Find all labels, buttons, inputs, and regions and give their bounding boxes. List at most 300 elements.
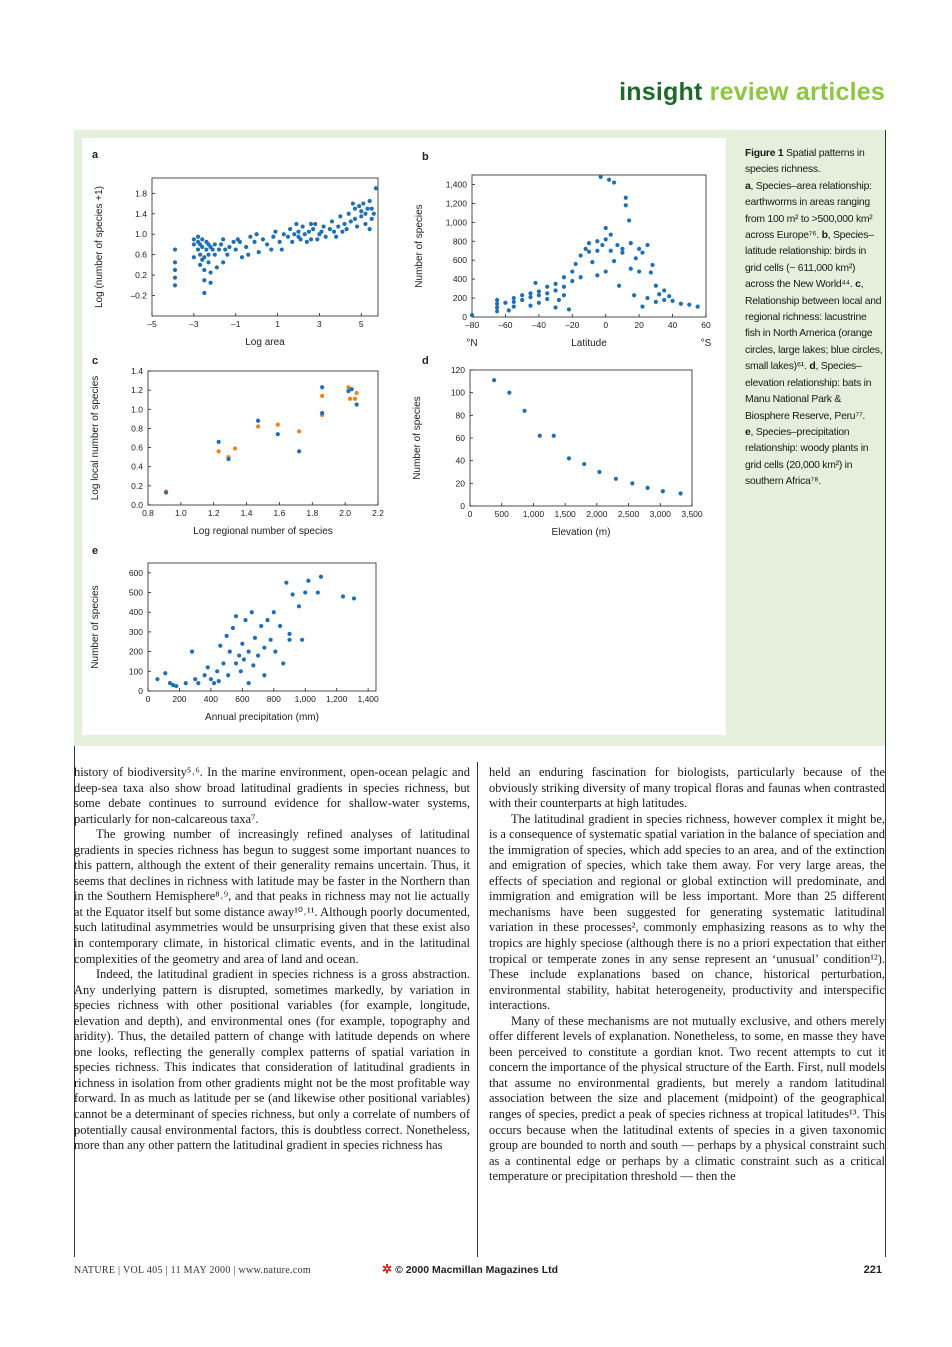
data-point xyxy=(374,186,378,190)
plot-frame xyxy=(148,371,378,505)
data-point xyxy=(574,262,578,266)
data-point xyxy=(562,293,566,297)
data-point xyxy=(370,217,374,221)
data-point xyxy=(340,230,344,234)
x-tick-label: 1.8 xyxy=(306,508,319,518)
panel-letter: d xyxy=(422,355,429,367)
data-point xyxy=(173,268,177,272)
data-point xyxy=(276,423,280,427)
y-tick-label: 0.0 xyxy=(131,500,143,510)
data-point xyxy=(281,661,285,665)
data-point xyxy=(290,240,294,244)
data-point xyxy=(320,411,324,415)
data-point xyxy=(553,305,557,309)
data-point xyxy=(282,232,286,236)
data-point xyxy=(190,650,194,654)
data-point xyxy=(537,293,541,297)
data-point xyxy=(313,222,317,226)
plot-frame xyxy=(470,370,692,506)
data-point xyxy=(579,253,583,257)
data-point xyxy=(604,269,608,273)
y-tick-label: –0.2 xyxy=(130,290,147,301)
data-point xyxy=(634,256,638,260)
data-point xyxy=(624,203,628,207)
x-tick-label: 0 xyxy=(603,320,609,330)
data-point xyxy=(355,224,359,228)
data-point xyxy=(232,240,236,244)
page-number: 221 xyxy=(863,1264,882,1276)
data-point xyxy=(336,224,340,228)
data-point xyxy=(211,247,215,251)
data-point xyxy=(654,284,658,288)
data-point xyxy=(280,247,284,251)
data-point xyxy=(284,581,288,585)
data-point xyxy=(208,270,212,274)
data-point xyxy=(163,671,167,675)
data-point xyxy=(587,241,591,245)
data-point xyxy=(233,446,237,450)
data-point xyxy=(174,684,178,688)
data-point xyxy=(244,245,248,249)
data-point xyxy=(567,456,571,460)
x-tick-label: 3,500 xyxy=(681,509,703,519)
data-point xyxy=(617,284,621,288)
data-point xyxy=(599,175,603,179)
panel-letter: a xyxy=(92,149,99,161)
data-point xyxy=(204,247,208,251)
data-point xyxy=(624,196,628,200)
data-point xyxy=(217,247,221,251)
data-point xyxy=(225,253,229,257)
data-point xyxy=(667,294,671,298)
y-tick-label: 0.6 xyxy=(135,249,147,260)
data-point xyxy=(342,222,346,226)
data-point xyxy=(363,222,367,226)
data-point xyxy=(679,302,683,306)
y-tick-label: 0.2 xyxy=(135,270,147,281)
x-tick-label: –5 xyxy=(147,319,157,329)
data-point xyxy=(294,222,298,226)
data-point xyxy=(240,255,244,259)
data-point xyxy=(320,385,324,389)
x-tick-label: 200 xyxy=(172,694,187,704)
data-point xyxy=(334,235,338,239)
caption-a-label: a xyxy=(745,180,751,192)
x-tick-label: 1,200 xyxy=(326,694,348,704)
x-axis-label: Elevation (m) xyxy=(551,527,611,538)
y-axis-label: Log local number of species xyxy=(90,375,101,501)
data-point xyxy=(212,681,216,685)
y-tick-label: 1,200 xyxy=(445,198,467,209)
data-point xyxy=(355,391,359,395)
y-tick-label: 800 xyxy=(452,236,467,247)
x-tick-label: 5 xyxy=(358,319,364,329)
data-point xyxy=(173,283,177,287)
data-point xyxy=(645,243,649,247)
y-tick-label: 200 xyxy=(452,293,467,304)
data-point xyxy=(590,260,594,264)
data-point xyxy=(242,657,246,661)
x-tick-label: –3 xyxy=(189,319,199,329)
x-tick-label: 2.0 xyxy=(339,508,352,518)
data-point xyxy=(570,279,574,283)
data-point xyxy=(273,230,277,234)
data-point xyxy=(537,301,541,305)
caption-e: , Species–precipitation relationship: woody plants in grid cells (20,000 km²) in southern Africa⁷⁸. xyxy=(745,426,869,488)
data-point xyxy=(221,237,225,241)
data-point xyxy=(240,642,244,646)
data-point xyxy=(320,394,324,398)
panel-letter: e xyxy=(92,545,99,557)
y-tick-label: 40 xyxy=(455,455,465,466)
data-point xyxy=(206,253,210,257)
data-point xyxy=(604,226,608,230)
data-point xyxy=(614,477,618,481)
data-point xyxy=(243,618,247,622)
data-point xyxy=(629,241,633,245)
data-point xyxy=(662,288,666,292)
data-point xyxy=(272,610,276,614)
data-point xyxy=(597,470,601,474)
data-point xyxy=(520,298,524,302)
caption-intro: Spatial patterns in species richness. xyxy=(745,148,865,176)
data-point xyxy=(278,624,282,628)
y-tick-label: 1.0 xyxy=(131,404,143,415)
data-point xyxy=(286,235,290,239)
x-tick-label: –1 xyxy=(230,319,241,329)
data-point xyxy=(357,204,361,208)
center-column-rule xyxy=(477,762,478,1257)
y-tick-label: 60 xyxy=(455,433,465,443)
x-tick-label: 2,500 xyxy=(617,509,640,519)
data-point xyxy=(615,243,619,247)
data-point xyxy=(250,610,254,614)
data-point xyxy=(632,293,636,297)
data-point xyxy=(247,681,251,685)
caption-b: , Species–latitude relationship: birds in grid cells (~ 611,000 km²) across the New World⁴⁴. xyxy=(745,230,874,291)
data-point xyxy=(225,634,229,638)
data-point xyxy=(297,604,301,608)
data-point xyxy=(247,650,251,654)
data-point xyxy=(228,650,232,654)
x-tick-label: 1,400 xyxy=(357,694,379,704)
data-point xyxy=(350,387,354,391)
data-point xyxy=(495,309,499,313)
paragraph: The growing number of increasingly refined analyses of latitudinal gradients in species richness has begun to suggest some important nuances to this pattern, although the extent of their generality remains uncertain. Thus, it seems that declines in richness with latitude may be faster in the Northern than in the Southern Hemisphere⁸˒⁹, and that peaks in richness may not lie actually at the Equator itself but some distance away¹⁰˒¹¹. Although poorly documented, such latitudinal asymmetries would be unsurprising given that these exist also in contemporary climate, in historical climatic events, and in the latitudinal complexities of the geometry and area of land and ocean. xyxy=(74,827,470,966)
data-point xyxy=(256,424,260,428)
y-tick-label: 100 xyxy=(450,387,465,398)
data-point xyxy=(630,481,634,485)
y-axis-label: Log (number of species +1) xyxy=(94,185,105,309)
data-point xyxy=(173,276,177,280)
data-point xyxy=(200,258,204,262)
data-point xyxy=(545,291,549,295)
paragraph: The latitudinal gradient in species richness, however complex it might be, is a consequence of systematic spatial variation in the balance of speciation and the immigration of species, which add species to an area, and of the extinction and emigration of species, which take them away. For very large areas, the effects of speciation and regional or global extinction will predominate, and immigration and emigration will be less important. More than 25 different mechanisms have been suggested for generating systematic latitudinal variation in these processes², commonly emphasizing reasons as to why the tropics are highly speciose (although there is no a priori expectation that either tropical or temperate zones in any sense represent an ‘unusual’ condition¹²). These include explanations based on chance, historical perturbation, environmental stability, habitat heterogeneity, productivity and interspecific interactions. xyxy=(489,811,885,1013)
data-point xyxy=(184,681,188,685)
data-point xyxy=(296,235,300,239)
data-point xyxy=(640,304,644,308)
data-point xyxy=(640,251,644,255)
data-point xyxy=(223,247,227,251)
data-point xyxy=(528,304,532,308)
caption-d: , Species–elevation relationship: bats in Manu National Park & Biosphere Reserve, Peru⁷⁷. xyxy=(745,361,872,422)
macmillan-logo-icon: ✲ xyxy=(382,1262,393,1276)
caption-c: , Relationship between local and regional richness: lacustrine fish in North America (orange circles, large lakes; blue circles, small lakes)⁶¹. xyxy=(745,279,883,373)
data-point xyxy=(654,300,658,304)
data-point xyxy=(609,233,613,237)
x-tick-label: 2.2 xyxy=(372,508,384,518)
data-point xyxy=(239,669,243,673)
data-point xyxy=(512,296,516,300)
data-point xyxy=(248,235,252,239)
data-point xyxy=(206,665,210,669)
data-point xyxy=(209,677,213,681)
caption-b-label: b xyxy=(821,230,828,242)
data-point xyxy=(338,214,342,218)
data-point xyxy=(265,618,269,622)
data-point xyxy=(584,247,588,251)
paragraph: history of biodiversity⁵˒⁶. In the marine environment, open-ocean pelagic and deep-sea taxa also show broad latitudinal gradients in species richness, but some debate continues to surround evidence for shallow-water systems, particularly for non-calcareous taxa⁷. xyxy=(74,765,470,826)
data-point xyxy=(309,222,313,226)
data-point xyxy=(200,245,204,249)
data-point xyxy=(217,440,221,444)
data-point xyxy=(650,263,654,267)
x-tick-label: 1 xyxy=(275,319,280,329)
data-point xyxy=(370,207,374,211)
data-point xyxy=(646,486,650,490)
data-point xyxy=(287,632,291,636)
data-point xyxy=(522,409,526,413)
panel-letter: c xyxy=(92,355,99,367)
data-point xyxy=(545,297,549,301)
data-point xyxy=(507,391,511,395)
x-tick-label: 1,500 xyxy=(554,509,576,519)
y-tick-label: 1.8 xyxy=(135,188,147,199)
footer-copyright xyxy=(382,1262,558,1276)
data-point xyxy=(278,240,282,244)
data-point xyxy=(620,247,624,251)
data-point xyxy=(307,230,311,234)
x-axis-left-label: °N xyxy=(466,338,478,349)
data-point xyxy=(359,214,363,218)
data-point xyxy=(353,397,357,401)
data-point xyxy=(297,449,301,453)
data-point xyxy=(341,594,345,598)
paragraph: Many of these mechanisms are not mutually exclusive, and others merely offer different levels of explanation. Nonetheless, to some, en masse they have been perceived to constitute a gordian knot. Two recent attempts to cut it concern the importance of the physical structure of the Earth. First, null models that assume no environmental gradients, but merely a random latitudinal association between the size and placement (midpoint) of the geographical ranges of species, predict a peak of species richness at tropical latitudes¹³. This occurs because when the latitudinal extents of species in a given taxonomic group are bounded to north and south — perhaps by a physical constraint such as a continental edge or perhaps by a climatic constraint such as a critical temperature or precipitation threshold — then the xyxy=(489,1013,885,1184)
data-point xyxy=(297,429,301,433)
data-point xyxy=(637,269,641,273)
body-column-right xyxy=(489,765,885,1185)
data-point xyxy=(238,240,242,244)
x-tick-label: 600 xyxy=(235,694,250,704)
data-point xyxy=(552,434,556,438)
data-point xyxy=(252,240,256,244)
data-point xyxy=(213,253,217,257)
y-axis-label: Number of species xyxy=(412,396,423,480)
data-point xyxy=(246,253,250,257)
data-point xyxy=(213,242,217,246)
data-point xyxy=(627,218,631,222)
plot-frame xyxy=(152,178,378,316)
x-tick-label: 1,000 xyxy=(294,694,316,704)
y-tick-label: 0 xyxy=(138,686,143,696)
data-point xyxy=(570,269,574,273)
data-point xyxy=(359,209,363,213)
x-tick-label: 60 xyxy=(701,320,711,330)
paragraph: Indeed, the latitudinal gradient in species richness is a gross abstraction. Any underlying pattern is disrupted, sometimes markedly, by variation in species richness with other positional variables (for example, longitude, elevation and depth), and environmental ones (for example, topography and aridity). Thus, the detailed pattern of change with latitude depends on where one looks, reflecting the generally complex patterns of spatial variation in species richness. This indicates that consideration of latitudinal gradients in richness in isolation from other gradients might not be the most profitable way forward. In as much as latitude per se (and likewise other positional variables) cannot be a determinant of species richness, but only a correlate of numbers of potentially causal environmental factors, this is doubtless correct. Nonetheless, more than any other pattern the latitudinal gradient in species richness has xyxy=(74,967,470,1153)
data-point xyxy=(670,299,674,303)
data-point xyxy=(352,596,356,600)
data-point xyxy=(512,300,516,304)
data-point xyxy=(306,579,310,583)
data-point xyxy=(234,247,238,251)
y-tick-label: 300 xyxy=(128,626,143,637)
body-column-left xyxy=(74,765,470,1154)
y-tick-label: 1.4 xyxy=(135,208,147,219)
data-point xyxy=(301,224,305,228)
y-tick-label: 120 xyxy=(450,365,465,375)
data-point xyxy=(164,490,168,494)
y-tick-label: 1.4 xyxy=(131,366,143,376)
caption-e-label: e xyxy=(745,426,751,438)
data-point xyxy=(261,237,265,241)
y-tick-label: 1,400 xyxy=(445,179,467,190)
data-point xyxy=(287,638,291,642)
y-tick-label: 0 xyxy=(462,312,467,322)
data-point xyxy=(271,235,275,239)
data-point xyxy=(348,397,352,401)
data-point xyxy=(319,575,323,579)
data-point xyxy=(202,268,206,272)
caption-title: Figure 1 xyxy=(745,148,784,159)
data-point xyxy=(227,245,231,249)
x-tick-label: 3,000 xyxy=(649,509,671,519)
data-point xyxy=(208,281,212,285)
data-point xyxy=(662,298,666,302)
data-point xyxy=(528,295,532,299)
data-point xyxy=(363,212,367,216)
data-point xyxy=(582,462,586,466)
y-axis-label: Number of species xyxy=(414,204,425,288)
data-point xyxy=(192,242,196,246)
data-point xyxy=(361,201,365,205)
data-point xyxy=(678,491,682,495)
data-point xyxy=(557,298,561,302)
x-tick-label: 400 xyxy=(203,694,218,704)
data-point xyxy=(537,289,541,293)
data-point xyxy=(259,624,263,628)
data-point xyxy=(196,235,200,239)
data-point xyxy=(351,201,355,205)
data-point xyxy=(353,207,357,211)
data-point xyxy=(276,432,280,436)
x-tick-label: 800 xyxy=(266,694,281,704)
data-point xyxy=(192,237,196,241)
data-point xyxy=(345,227,349,231)
data-point xyxy=(206,260,210,264)
data-point xyxy=(173,247,177,251)
data-point xyxy=(173,260,177,264)
data-point xyxy=(217,449,221,453)
data-point xyxy=(595,273,599,277)
data-point xyxy=(372,212,376,216)
header-word-review-articles: review articles xyxy=(709,78,885,106)
data-point xyxy=(368,227,372,231)
data-point xyxy=(349,219,353,223)
x-tick-label: –60 xyxy=(498,320,513,330)
data-point xyxy=(311,227,315,231)
data-point xyxy=(192,255,196,259)
x-tick-label: 20 xyxy=(634,320,644,330)
data-point xyxy=(645,296,649,300)
data-point xyxy=(604,237,608,241)
data-point xyxy=(198,263,202,267)
data-point xyxy=(256,653,260,657)
x-axis-label: Latitude xyxy=(571,338,607,349)
y-tick-label: 200 xyxy=(128,646,143,657)
x-tick-label: 3 xyxy=(317,319,322,329)
data-point xyxy=(567,307,571,311)
y-tick-label: 500 xyxy=(128,587,143,598)
data-point xyxy=(607,178,611,182)
data-point xyxy=(620,251,624,255)
footer-copyright-text: © 2000 Macmillan Magazines Ltd xyxy=(395,1264,559,1276)
x-tick-label: –80 xyxy=(464,320,480,330)
x-tick-label: 1,000 xyxy=(522,509,545,519)
data-point xyxy=(528,291,532,295)
y-tick-label: 1,000 xyxy=(445,217,467,228)
data-point xyxy=(657,292,661,296)
x-tick-label: –40 xyxy=(531,320,546,330)
data-point xyxy=(262,673,266,677)
x-tick-label: 40 xyxy=(667,320,678,330)
data-point xyxy=(226,457,230,461)
data-point xyxy=(649,270,653,274)
data-point xyxy=(231,626,235,630)
y-tick-label: 0.8 xyxy=(131,423,143,434)
data-point xyxy=(687,303,691,307)
x-tick-label: 1.6 xyxy=(273,508,286,518)
data-point xyxy=(217,679,221,683)
footer-citation: NATURE | VOL 405 | 11 MAY 2000 | www.nature.com xyxy=(74,1265,311,1276)
y-tick-label: 20 xyxy=(455,478,465,489)
data-point xyxy=(495,305,499,309)
x-tick-label: 2,000 xyxy=(586,509,608,519)
data-point xyxy=(332,230,336,234)
data-point xyxy=(291,592,295,596)
x-axis-label: Log area xyxy=(245,337,285,348)
data-point xyxy=(316,590,320,594)
data-point xyxy=(255,232,259,236)
data-point xyxy=(507,308,511,312)
x-axis-label: Annual precipitation (mm) xyxy=(205,712,319,723)
data-point xyxy=(202,278,206,282)
data-point xyxy=(661,489,665,493)
data-point xyxy=(696,304,700,308)
data-point xyxy=(251,663,255,667)
data-point xyxy=(365,207,369,211)
data-point xyxy=(215,265,219,269)
figure-caption xyxy=(745,146,883,491)
data-point xyxy=(553,288,557,292)
data-point xyxy=(234,661,238,665)
y-tick-label: 1.2 xyxy=(131,385,143,396)
data-point xyxy=(330,219,334,223)
data-point xyxy=(218,644,222,648)
data-point xyxy=(612,180,616,184)
data-point xyxy=(562,275,566,279)
y-tick-label: 80 xyxy=(455,410,465,421)
